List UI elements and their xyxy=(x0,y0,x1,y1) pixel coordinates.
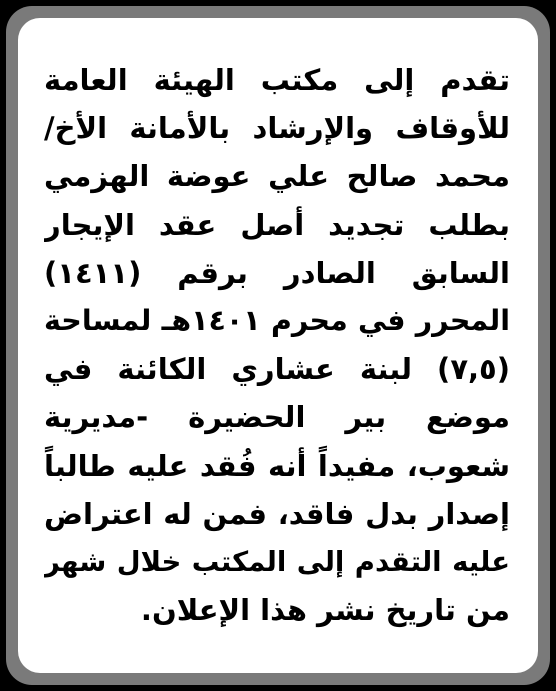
notice-line-9: شعوب، مفيداً أنه فُقد عليه طالباً xyxy=(44,448,510,483)
notice-line-12: من تاريخ نشر هذا الإعلان. xyxy=(140,593,510,628)
notice-line-11: عليه التقدم إلى المكتب خلال شهر xyxy=(44,545,510,578)
notice-line-2: للأوقاف والإرشاد بالأمانة الأخ/ xyxy=(44,111,510,146)
notice-line-3: محمد صالح علي عوضة الهزمي xyxy=(44,159,510,194)
notice-line-1: تقدم إلى مكتب الهيئة العامة xyxy=(44,63,510,97)
notice-frame xyxy=(6,6,550,685)
notice-line-5: السابق الصادر برقم (١٤١١) xyxy=(44,255,510,290)
notice-line-10: إصدار بدل فاقد، فمن له اعتراض xyxy=(44,496,510,531)
notice-line-8: موضع بير الحضيرة -مديرية xyxy=(44,400,510,435)
notice-text xyxy=(44,56,510,634)
notice-card xyxy=(18,18,538,673)
notice-line-4: بطلب تجديد أصل عقد الإيجار xyxy=(44,207,510,242)
notice-line-7: (٧,٥) لبنة عشاري الكائنة في xyxy=(44,352,510,387)
notice-line-6: المحرر في محرم ١٤٠١هـ لمساحة xyxy=(44,303,510,337)
